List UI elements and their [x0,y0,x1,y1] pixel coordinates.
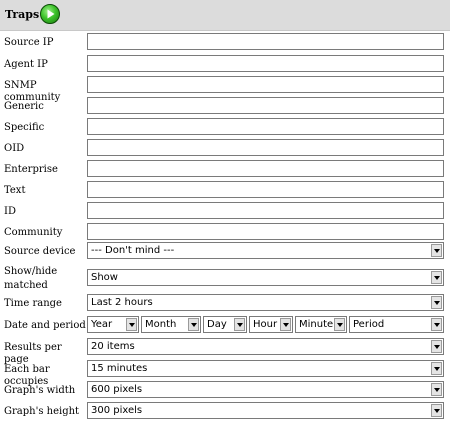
id-label: ID [4,206,16,217]
chevron-down-icon[interactable] [280,318,291,331]
chevron-down-icon[interactable] [431,340,442,353]
year-select[interactable] [87,316,139,333]
enterprise-input[interactable] [87,160,444,177]
graph-height-select[interactable] [87,402,444,419]
agent-ip-input[interactable] [87,55,444,72]
specific-label: Specific [4,122,45,133]
graph-width-select[interactable] [87,381,444,398]
source-device-value: --- Don't mind --- [91,245,175,256]
hour-select[interactable] [249,316,293,333]
chevron-down-icon[interactable] [431,244,442,257]
chevron-down-icon[interactable] [431,296,442,309]
chevron-down-icon[interactable] [431,404,442,417]
id-input[interactable] [87,202,444,219]
chevron-down-icon[interactable] [188,318,199,331]
hour-value: Hour [253,319,278,330]
results-per-page-label: Results per page [4,342,62,365]
date-period-label: Date and period [4,320,86,331]
month-value: Month [145,319,177,330]
show-hide-label: Show/hide [4,266,58,277]
time-range-label: Time range [4,298,62,309]
bar-occupies-label: Each bar occupies [4,364,50,387]
show-hide-label-line2: matched [4,280,48,291]
graph-width-value: 600 pixels [91,384,143,395]
text-input[interactable] [87,181,444,198]
generic-label: Generic [4,101,44,112]
oid-label: OID [4,143,25,154]
source-device-label: Source device [4,246,76,257]
section-title: Traps [5,8,40,21]
graph-width-label: Graph's width [4,385,76,396]
source-ip-label: Source IP [4,37,54,48]
generic-input[interactable] [87,97,444,114]
show-hide-select[interactable] [87,269,444,286]
play-arrow-icon[interactable] [40,4,60,24]
snmp-community-input[interactable] [87,76,444,93]
show-hide-value: Show [91,272,118,283]
graph-height-label: Graph's height [4,406,80,417]
chevron-down-icon[interactable] [126,318,137,331]
source-ip-input[interactable] [87,33,444,50]
minute-value: Minute [299,319,334,330]
minute-select[interactable] [295,316,347,333]
enterprise-label: Enterprise [4,164,58,175]
results-per-page-select[interactable] [87,338,444,355]
chevron-down-icon[interactable] [334,318,345,331]
time-range-select[interactable] [87,294,444,311]
traps-header [0,0,450,31]
oid-input[interactable] [87,139,444,156]
bar-occupies-value: 15 minutes [91,363,148,374]
chevron-down-icon[interactable] [431,271,442,284]
chevron-down-icon[interactable] [431,318,442,331]
period-value: Period [353,319,385,330]
snmp-community-label: SNMP community [4,80,61,103]
period-select[interactable] [349,316,444,333]
graph-height-value: 300 pixels [91,405,143,416]
day-value: Day [207,319,227,330]
agent-ip-label: Agent IP [4,59,48,70]
results-per-page-value: 20 items [91,341,135,352]
community-label: Community [4,227,63,238]
source-device-select[interactable] [87,242,444,259]
bar-occupies-select[interactable] [87,360,444,377]
time-range-value: Last 2 hours [91,297,153,308]
chevron-down-icon[interactable] [431,383,442,396]
day-select[interactable] [203,316,247,333]
text-label: Text [4,185,26,196]
chevron-down-icon[interactable] [431,362,442,375]
community-input[interactable] [87,223,444,240]
chevron-down-icon[interactable] [234,318,245,331]
month-select[interactable] [141,316,201,333]
specific-input[interactable] [87,118,444,135]
year-value: Year [91,319,113,330]
